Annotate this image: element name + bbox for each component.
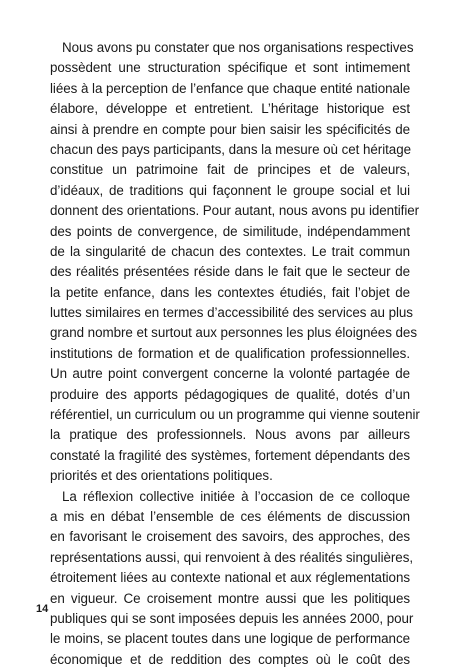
text-line: La réflexion collective initiée à l’occasion de ce colloque bbox=[62, 488, 410, 504]
text-line: des réalités présentées réside dans le fait que le secteur de bbox=[50, 264, 410, 280]
text-line: le moins, se placent toutes dans une logique de performance bbox=[50, 631, 410, 647]
text-line: luttes similaires en termes d’accessibilité des services au plus bbox=[50, 305, 413, 321]
text-line: Un autre point convergent concerne la volonté partagée de bbox=[50, 366, 410, 382]
text-line: étroitement liées au contexte national et aux réglementations bbox=[50, 570, 410, 586]
text-line: chacun des pays participants, dans la mesure où cet héritage bbox=[50, 141, 411, 157]
text-line: possèdent une structuration spécifique et sont intimement bbox=[50, 60, 410, 76]
body-text bbox=[50, 38, 420, 670]
text-line: en favorisant le croisement des savoirs, des approches, des bbox=[50, 529, 410, 545]
text-line: la pratique des professionnels. Nous avons par ailleurs bbox=[50, 427, 410, 443]
text-line: référentiel, un curriculum ou un programme qui vienne soutenir bbox=[50, 407, 420, 423]
page-number: 14 bbox=[36, 603, 49, 615]
text-line: Nous avons pu constater que nos organisations respectives bbox=[62, 40, 414, 55]
text-line: liées à la perception de l’enfance que chaque entité nationale bbox=[50, 80, 411, 96]
text-line: a mis en débat l’ensemble de ces éléments de discussion bbox=[50, 508, 410, 524]
text-line: d’idéaux, de traditions qui façonnent le groupe social et lui bbox=[50, 182, 410, 198]
text-line: grand nombre et surtout aux personnes les plus éloignées des bbox=[50, 325, 417, 341]
text-line: constaté la fragilité des systèmes, fortement dépendants des bbox=[50, 447, 410, 463]
text-line: constitue un patrimoine fait de principes et de valeurs, bbox=[50, 162, 410, 178]
text-line: publiques qui se sont imposées depuis les années 2000, pour bbox=[50, 610, 414, 626]
paragraph-1 bbox=[50, 38, 420, 487]
text-line: représentations aussi, qui renvoient à des réalités singulières, bbox=[50, 549, 414, 565]
text-line: la petite enfance, dans les contextes étudiés, fait l’objet de bbox=[50, 284, 410, 300]
text-line: des points de convergence, de similitude, indépendamment bbox=[50, 223, 410, 239]
text-line: économique et de reddition des comptes où le coût des bbox=[50, 651, 410, 667]
text-line: de la singularité de chacun des contextes. Le trait commun bbox=[50, 243, 410, 259]
text-line: donnent des orientations. Pour autant, nous avons pu identifier bbox=[50, 203, 420, 219]
text-line: en vigueur. Ce croisement montre aussi que les politiques bbox=[50, 590, 410, 606]
paragraph-2 bbox=[50, 487, 414, 670]
text-line: élabore, développe et entretient. L’héritage historique est bbox=[50, 101, 410, 117]
text-line: institutions de formation et de qualification professionnelles. bbox=[50, 345, 410, 361]
text-line: produire des apports pédagogiques de qualité, dotés d’un bbox=[50, 386, 410, 402]
text-line: ainsi à prendre en compte pour bien saisir les spécificités de bbox=[50, 121, 410, 137]
text-line: priorités et des orientations politiques. bbox=[50, 468, 273, 484]
